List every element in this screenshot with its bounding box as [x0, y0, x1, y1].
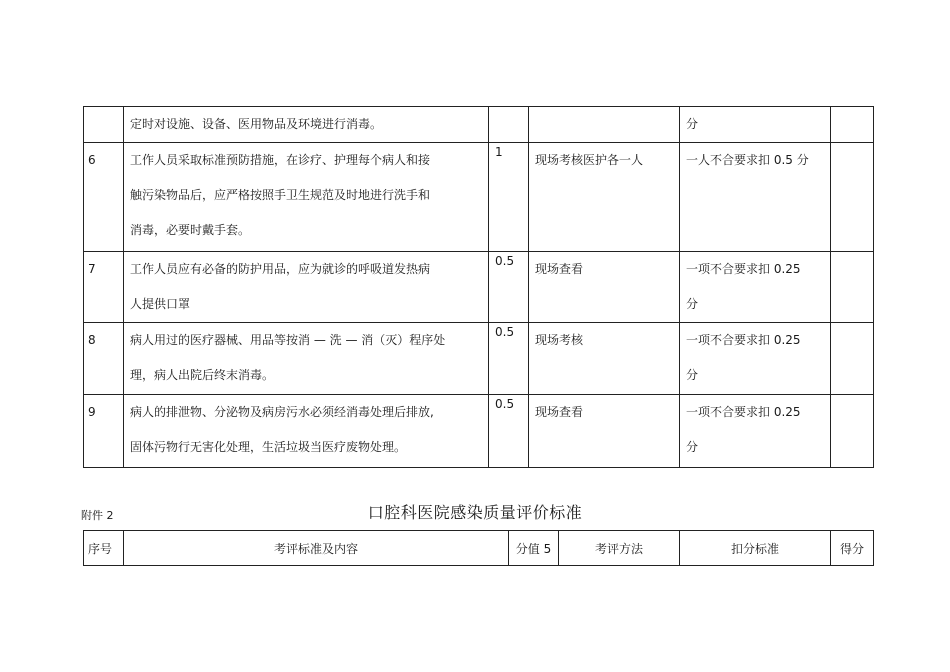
row-content-cell [124, 143, 489, 252]
row-got [831, 389, 873, 395]
row-content-line: 消毒，必要时戴手套。 [130, 223, 251, 237]
row-score: 1 [495, 145, 503, 159]
row-content-line: 病人用过的医疗器械、用品等按消 — 洗 — 消（灭）程序处 [130, 333, 446, 347]
row-score-cell [489, 395, 529, 468]
header-row [84, 531, 874, 566]
row-score [489, 107, 528, 109]
row-deduct-line: 一项不合要求扣 0.25 [686, 262, 801, 276]
header-got: 得分 [831, 531, 874, 566]
document-title: 口腔科医院感染质量评价标准 [367, 503, 583, 522]
row-score-cell [489, 323, 529, 395]
row-deduct-cell [680, 252, 831, 323]
annex-label: 附件 2 [81, 509, 114, 522]
row-content-line: 理，病人出院后终末消毒。 [130, 368, 275, 382]
header-table [83, 530, 874, 566]
row-number-cell [84, 323, 124, 395]
row-method: 现场考核 [535, 333, 584, 347]
row-number: 7 [88, 262, 96, 276]
row-deduct-cell [680, 323, 831, 395]
header-content: 考评标准及内容 [124, 531, 509, 566]
table-row [84, 395, 874, 468]
row-deduct-line: 一项不合要求扣 0.25 [686, 333, 801, 347]
row-deduct-line: 一项不合要求扣 0.25 [686, 405, 801, 419]
row-content-line: 病人的排泄物、分泌物及病房污水必须经消毒处理后排放, [130, 405, 434, 419]
row-score: 0.5 [495, 397, 515, 411]
row-got-cell [831, 143, 874, 252]
row-deduct-cell [680, 395, 831, 468]
row-method: 现场考核医护各一人 [535, 153, 644, 167]
row-number: 6 [88, 153, 96, 167]
table-row [84, 323, 874, 395]
row-got [831, 317, 873, 323]
row-got [831, 101, 873, 107]
row-content-cell [124, 323, 489, 395]
table-row [84, 252, 874, 323]
row-content-line: 触污染物品后，应严格按照手卫生规范及时地进行洗手和 [130, 188, 431, 202]
row-number: 9 [88, 405, 96, 419]
row-got [831, 246, 873, 252]
header-num: 序号 [84, 531, 124, 566]
row-deduct-line: 分 [686, 440, 699, 454]
row-method-cell [529, 323, 680, 395]
header-method: 考评方法 [559, 531, 680, 566]
row-deduct-line: 分 [686, 368, 699, 382]
row-content-line: 工作人员采取标准预防措施，在诊疗、护理每个病人和接 [130, 153, 431, 167]
row-score-cell [489, 252, 529, 323]
row-deduct-line: 一人不合要求扣 0.5 分 [686, 153, 809, 167]
row-got-cell [831, 323, 874, 395]
row-got [831, 137, 873, 143]
row-content-cell [124, 395, 489, 468]
row-got-cell [831, 395, 874, 468]
row-method-cell [529, 252, 680, 323]
row-score: 0.5 [495, 325, 515, 339]
row-number-cell [84, 143, 124, 252]
row-score-cell [489, 107, 529, 143]
row-method: 现场查看 [535, 405, 584, 419]
row-content-line: 工作人员应有必备的防护用品，应为就诊的呼吸道发热病 [130, 262, 431, 276]
header-score: 分值 5 [509, 531, 559, 566]
row-score-cell [489, 143, 529, 252]
row-content-line: 定时对设施、设备、医用物品及环境进行消毒。 [130, 117, 383, 131]
row-number: 8 [88, 333, 96, 347]
row-got-cell [831, 252, 874, 323]
row-content-line: 固体污物行无害化处理，生活垃圾当医疗废物处理。 [130, 440, 407, 454]
row-method-cell [529, 107, 680, 143]
criteria-table [83, 106, 874, 468]
row-number [84, 101, 123, 107]
row-score: 0.5 [495, 254, 515, 268]
row-method-cell [529, 143, 680, 252]
row-number-cell [84, 252, 124, 323]
row-deduct-cell [680, 143, 831, 252]
row-deduct-line: 分 [686, 117, 699, 131]
table-row [84, 143, 874, 252]
header-deduct: 扣分标准 [680, 531, 831, 566]
row-content-cell [124, 252, 489, 323]
row-deduct-cell [680, 107, 831, 143]
row-deduct-line: 分 [686, 297, 699, 311]
row-method: 现场查看 [535, 262, 584, 276]
row-content-line: 人提供口罩 [130, 297, 191, 311]
row-number-cell [84, 395, 124, 468]
row-method-cell [529, 395, 680, 468]
